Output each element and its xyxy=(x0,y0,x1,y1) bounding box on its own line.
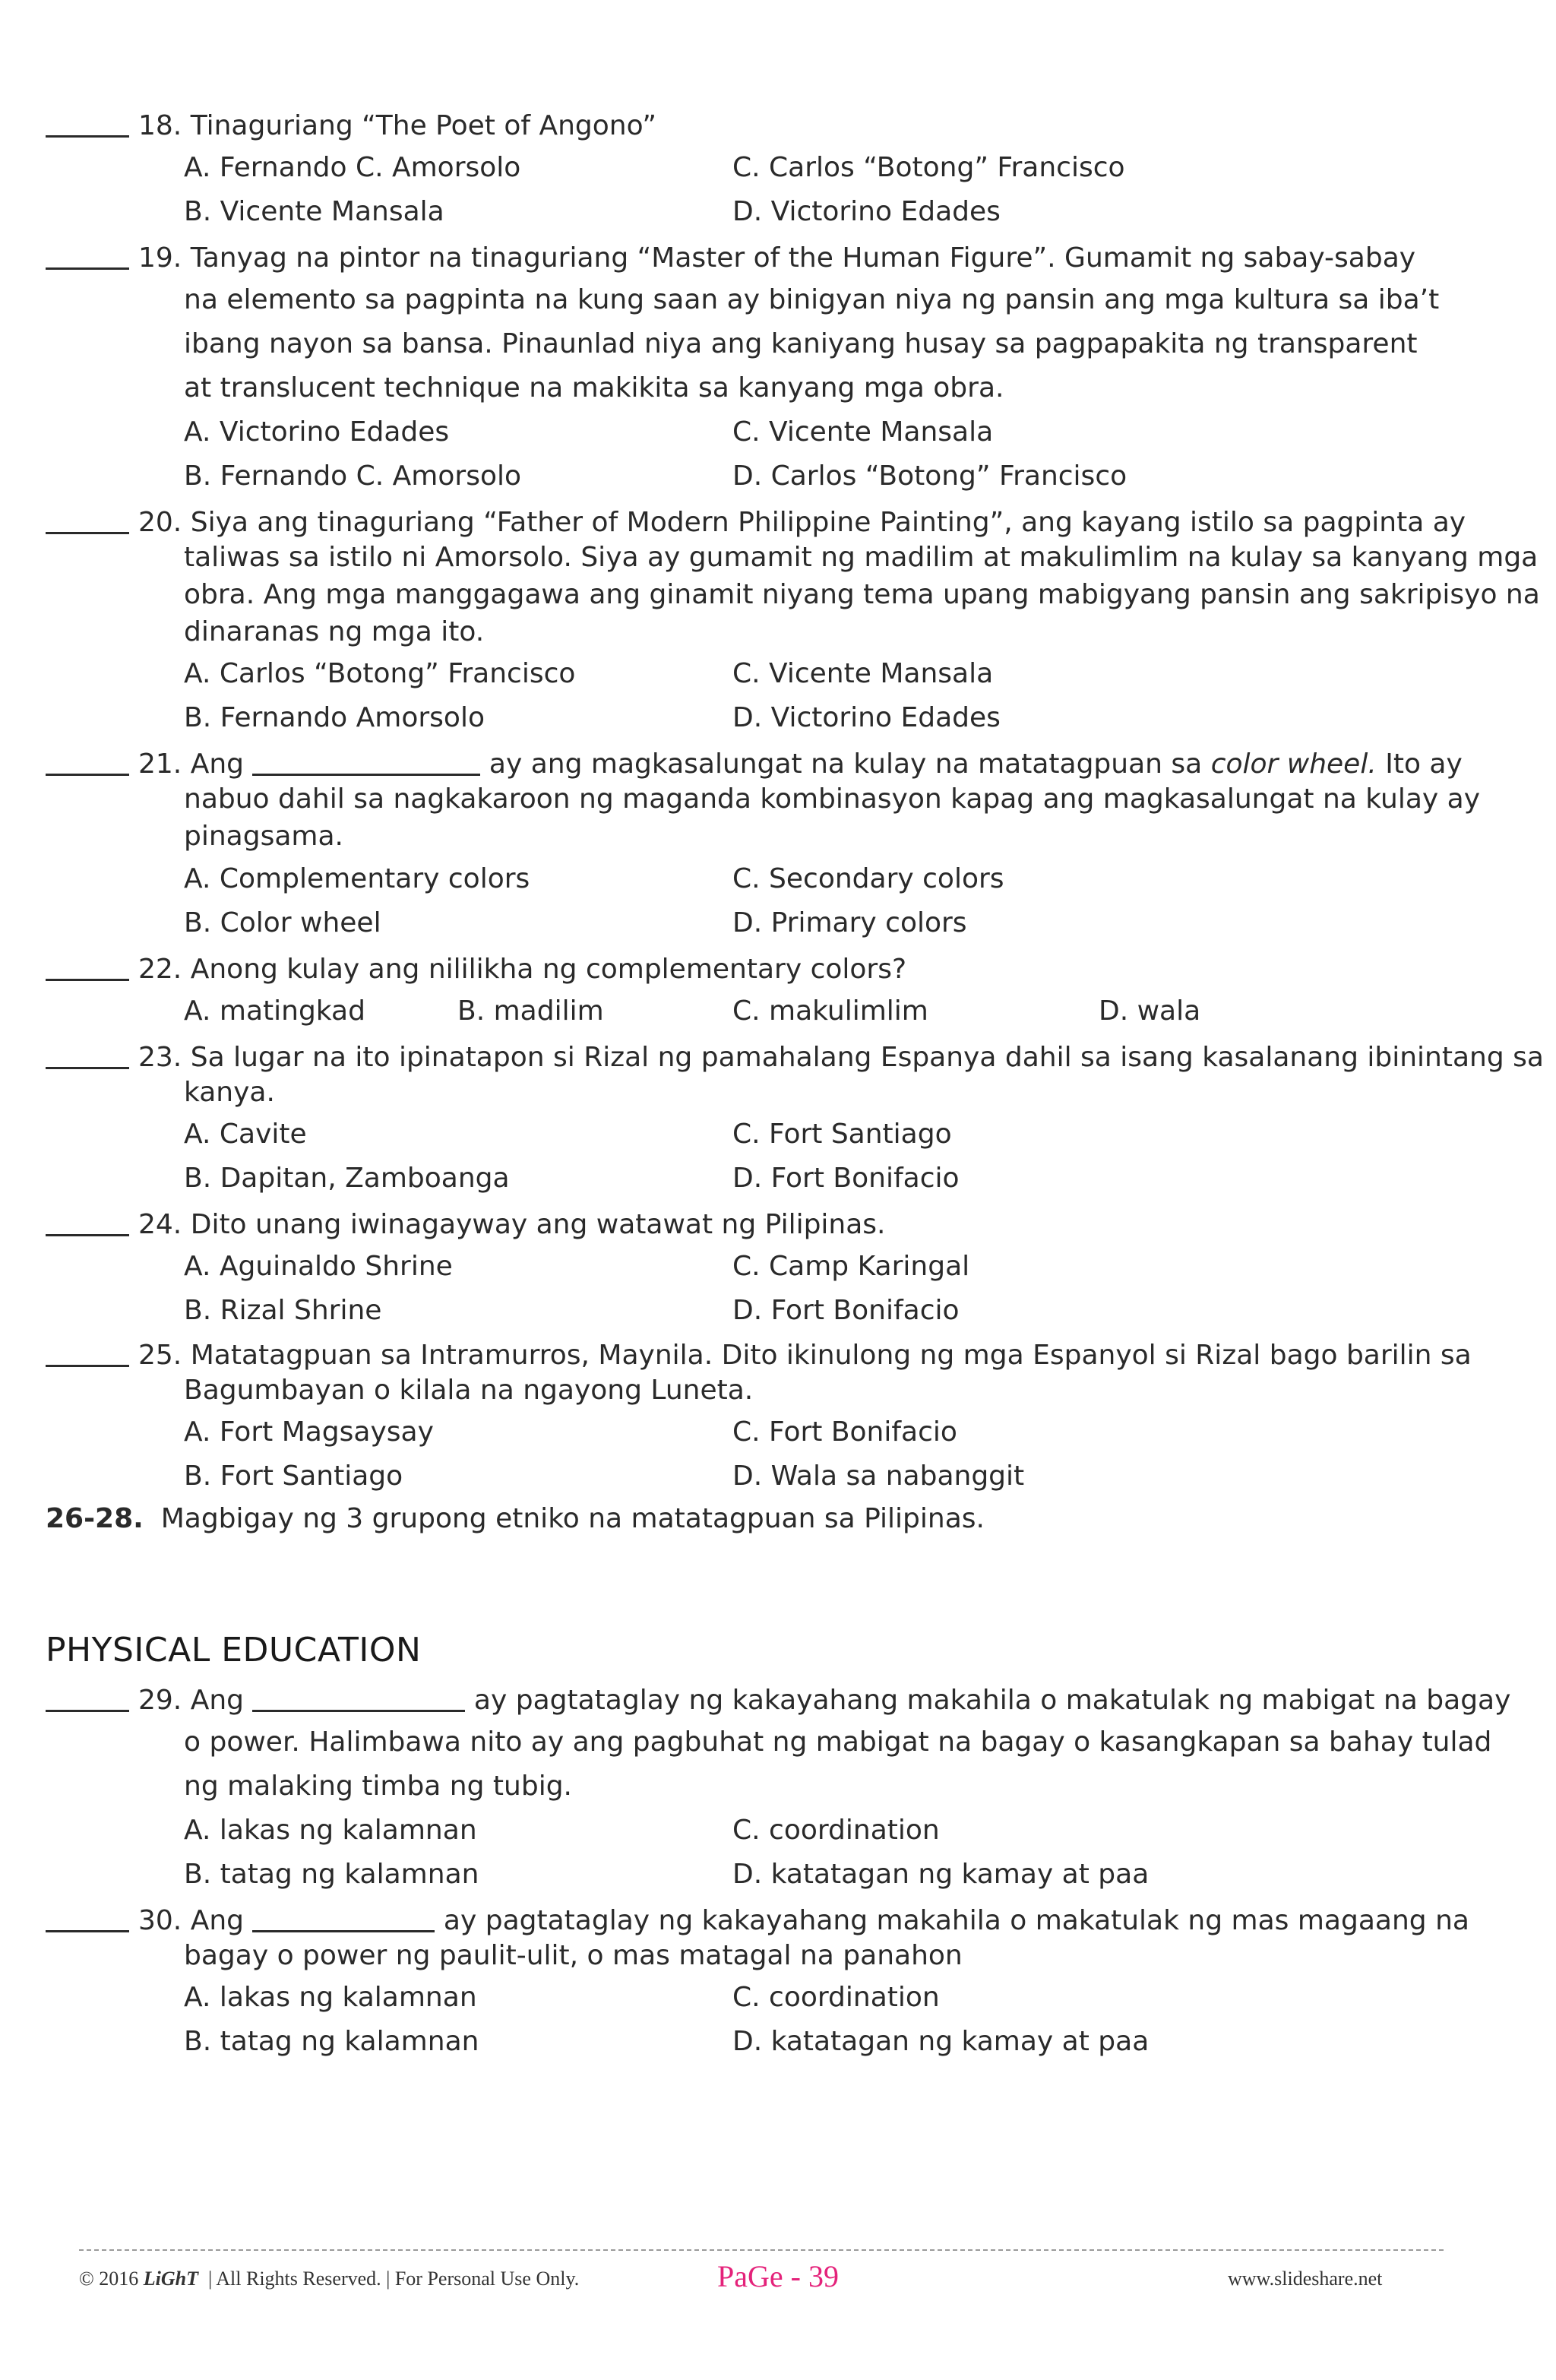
question-stem-line: nabuo dahil sa nagkakaroon ng maganda kombinasyon kapag ang magkasalungat na kulay ay xyxy=(184,783,1480,815)
question-line xyxy=(46,1207,886,1240)
option-a[interactable]: A. Carlos “Botong” Francisco xyxy=(184,658,576,689)
option-c[interactable]: C. Secondary colors xyxy=(732,863,1004,894)
question-line xyxy=(46,1503,985,1534)
option-c[interactable]: C. Carlos “Botong” Francisco xyxy=(732,152,1125,183)
question-number: 19. xyxy=(138,242,182,274)
option-d[interactable]: D. Victorino Edades xyxy=(732,702,1001,733)
copyright-text: © 2016 xyxy=(79,2268,139,2290)
footer-copyright xyxy=(79,2268,579,2290)
option-c[interactable]: C. coordination xyxy=(732,1982,940,2013)
emphasized-term: color wheel. xyxy=(1210,748,1377,780)
question-stem: Dito unang iwinagayway ang watawat ng Pilipinas. xyxy=(190,1209,886,1240)
question-number: 30. xyxy=(138,1905,182,1936)
option-d[interactable]: D. katatagan ng kamay at paa xyxy=(732,1859,1150,1890)
option-a[interactable]: A. Aguinaldo Shrine xyxy=(184,1251,453,1282)
option-c[interactable]: C. Camp Karingal xyxy=(732,1251,970,1282)
option-a[interactable]: A. lakas ng kalamnan xyxy=(184,1982,477,2013)
question-number: 22. xyxy=(138,954,182,985)
option-c[interactable]: C. makulimlim xyxy=(732,995,928,1027)
option-c[interactable]: C. Vicente Mansala xyxy=(732,416,994,448)
option-a[interactable]: A. Victorino Edades xyxy=(184,416,450,448)
question-stem: Tanyag na pintor na tinaguriang “Master of the Human Figure”. Gumamit ng sabay-sabay xyxy=(190,242,1416,274)
fill-in-blank[interactable] xyxy=(252,1903,435,1932)
footer-divider xyxy=(79,2249,1444,2251)
question-stem-line: o power. Halimbawa nito ay ang pagbuhat ng mabigat na bagay o kasangkapan sa bahay tulad xyxy=(184,1726,1492,1758)
question-stem-line: Bagumbayan o kilala na ngayong Luneta. xyxy=(184,1375,754,1406)
option-c[interactable]: C. Fort Santiago xyxy=(732,1119,952,1150)
question-stem-line: ng malaking timba ng tubig. xyxy=(184,1771,572,1802)
answer-blank[interactable] xyxy=(46,1207,129,1236)
question-stem-line: at translucent technique na makikita sa kanyang mga obra. xyxy=(184,372,1004,404)
option-d[interactable]: D. Fort Bonifacio xyxy=(732,1163,960,1194)
question-stem: Magbigay ng 3 grupong etniko na matatagpuan sa Pilipinas. xyxy=(160,1503,985,1534)
answer-blank[interactable] xyxy=(46,1903,129,1932)
question-stem-line: ibang nayon sa bansa. Pinaunlad niya ang kaniyang husay sa pagpapakita ng transparent xyxy=(184,328,1418,359)
question-number: 23. xyxy=(138,1042,182,1073)
option-c[interactable]: C. Fort Bonifacio xyxy=(732,1416,957,1448)
question-line xyxy=(46,1040,1544,1073)
question-number: 21. xyxy=(138,748,182,780)
rights-text: | All Rights Reserved. | For Personal Use Only. xyxy=(208,2268,580,2290)
question-stem: Ito ay xyxy=(1385,748,1463,780)
option-b[interactable]: B. Fort Santiago xyxy=(184,1461,403,1492)
answer-blank[interactable] xyxy=(46,1040,129,1069)
question-line xyxy=(46,240,1415,274)
fill-in-blank[interactable] xyxy=(252,1682,465,1712)
option-b[interactable]: B. tatag ng kalamnan xyxy=(184,1859,479,1890)
option-c[interactable]: C. Vicente Mansala xyxy=(732,658,994,689)
answer-blank[interactable] xyxy=(46,240,129,270)
question-stem-line: bagay o power ng paulit-ulit, o mas matagal na panahon xyxy=(184,1940,963,1971)
page-number: PaGe - 39 xyxy=(717,2259,839,2293)
question-stem: Sa lugar na ito ipinatapon si Rizal ng pamahalang Espanya dahil sa isang kasalanang ibinintang sa xyxy=(190,1042,1544,1073)
question-line xyxy=(46,746,1463,780)
option-a[interactable]: A. Fort Magsaysay xyxy=(184,1416,434,1448)
option-a[interactable]: A. matingkad xyxy=(184,995,365,1027)
question-stem: ay pagtataglay ng kakayahang makahila o makatulak ng mabigat na bagay xyxy=(473,1685,1511,1716)
question-stem: ay pagtataglay ng kakayahang makahila o makatulak ng mas magaang na xyxy=(443,1905,1469,1936)
question-stem-line: taliwas sa istilo ni Amorsolo. Siya ay gumamit ng madilim at makulimlim na kulay sa kanyang mga xyxy=(184,542,1539,573)
question-number: 26-28. xyxy=(46,1503,144,1534)
option-d[interactable]: D. katatagan ng kamay at paa xyxy=(732,2026,1150,2057)
question-stem: Ang xyxy=(190,1905,245,1936)
option-a[interactable]: A. lakas ng kalamnan xyxy=(184,1815,477,1846)
option-b[interactable]: B. tatag ng kalamnan xyxy=(184,2026,479,2057)
question-stem-line: pinagsama. xyxy=(184,821,343,852)
question-stem-line: dinaranas ng mga ito. xyxy=(184,616,485,647)
question-stem-line: obra. Ang mga manggagawa ang ginamit niyang tema upang mabigyang pansin ang sakripisyo na xyxy=(184,579,1540,610)
question-number: 29. xyxy=(138,1685,182,1716)
brand-name: LiGhT xyxy=(143,2268,198,2290)
option-d[interactable]: D. Primary colors xyxy=(732,907,967,938)
question-line xyxy=(46,1903,1469,1936)
footer-website[interactable]: www.slideshare.net xyxy=(1228,2268,1383,2290)
answer-blank[interactable] xyxy=(46,505,129,534)
question-stem-line: kanya. xyxy=(184,1077,275,1108)
section-title: PHYSICAL EDUCATION xyxy=(46,1631,422,1669)
question-line xyxy=(46,951,906,985)
option-a[interactable]: A. Fernando C. Amorsolo xyxy=(184,152,521,183)
option-d[interactable]: D. Wala sa nabanggit xyxy=(732,1461,1025,1492)
question-number: 18. xyxy=(138,110,182,141)
question-stem: Anong kulay ang nililikha ng complementary colors? xyxy=(190,954,907,985)
question-stem: Ang xyxy=(190,1685,245,1716)
question-stem-line: na elemento sa pagpinta na kung saan ay binigyan niya ng pansin ang mga kultura sa iba’t xyxy=(184,284,1440,315)
question-number: 25. xyxy=(138,1340,182,1371)
answer-blank[interactable] xyxy=(46,108,129,138)
option-d[interactable]: D. Carlos “Botong” Francisco xyxy=(732,460,1127,492)
question-line xyxy=(46,1337,1472,1371)
option-b[interactable]: B. Fernando C. Amorsolo xyxy=(184,460,522,492)
option-a[interactable]: A. Complementary colors xyxy=(184,863,530,894)
question-stem: Ang xyxy=(190,748,245,780)
option-d[interactable]: D. Fort Bonifacio xyxy=(732,1295,960,1326)
question-number: 24. xyxy=(138,1209,182,1240)
question-stem: ay ang magkasalungat na kulay na matatagpuan sa xyxy=(489,748,1203,780)
option-d[interactable]: D. wala xyxy=(1099,995,1201,1027)
question-line xyxy=(46,505,1466,538)
option-b[interactable]: B. madilim xyxy=(457,995,604,1027)
answer-blank[interactable] xyxy=(46,746,129,776)
option-c[interactable]: C. coordination xyxy=(732,1815,940,1846)
option-b[interactable]: B. Vicente Mansala xyxy=(184,196,444,227)
question-line xyxy=(46,108,656,141)
question-line xyxy=(46,1682,1510,1716)
option-b[interactable]: B. Fernando Amorsolo xyxy=(184,702,485,733)
answer-blank[interactable] xyxy=(46,1682,129,1712)
option-d[interactable]: D. Victorino Edades xyxy=(732,196,1001,227)
question-number: 20. xyxy=(138,507,182,538)
question-stem: Tinaguriang “The Poet of Angono” xyxy=(190,110,657,141)
option-b[interactable]: B. Rizal Shrine xyxy=(184,1295,382,1326)
question-stem: Siya ang tinaguriang “Father of Modern Philippine Painting”, ang kayang istilo sa pagpinta ay xyxy=(190,507,1466,538)
option-b[interactable]: B. Color wheel xyxy=(184,907,381,938)
question-stem: Matatagpuan sa Intramurros, Maynila. Dito ikinulong ng mga Espanyol si Rizal bago barilin sa xyxy=(190,1340,1472,1371)
answer-blank[interactable] xyxy=(46,1337,129,1367)
option-a[interactable]: A. Cavite xyxy=(184,1119,307,1150)
answer-blank[interactable] xyxy=(46,951,129,981)
fill-in-blank[interactable] xyxy=(252,746,480,776)
option-b[interactable]: B. Dapitan, Zamboanga xyxy=(184,1163,510,1194)
